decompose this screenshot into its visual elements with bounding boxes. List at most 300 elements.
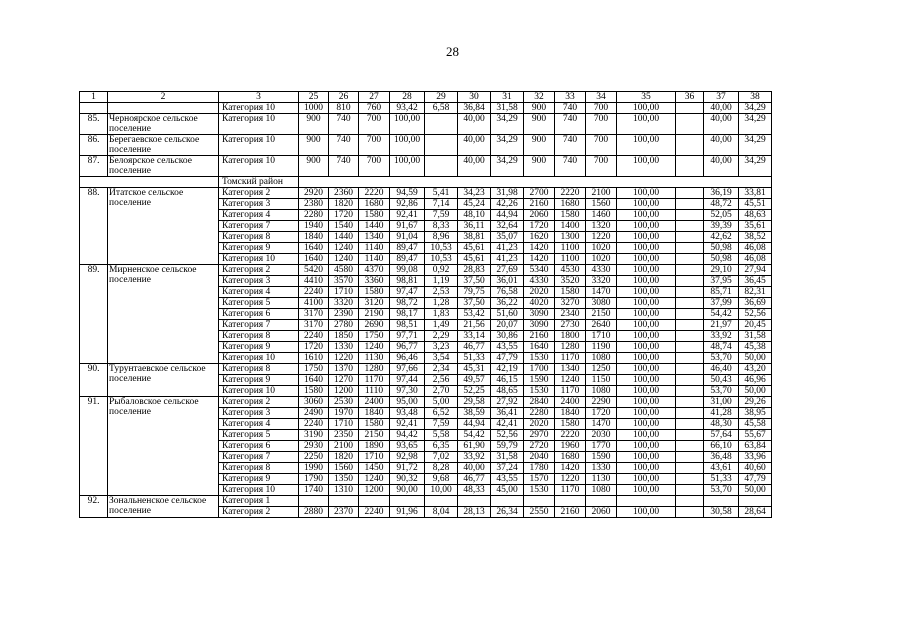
- value-cell: 1240: [329, 243, 359, 254]
- value-cell: 3190: [299, 430, 329, 441]
- value-cell: 1450: [359, 463, 390, 474]
- category-cell: Категория 7: [219, 320, 299, 331]
- value-cell: 52,05: [704, 210, 739, 221]
- value-cell: 51,33: [704, 474, 739, 485]
- value-cell: 1960: [555, 441, 586, 452]
- header-cell: 35: [617, 92, 676, 103]
- value-cell: 3060: [299, 397, 329, 408]
- value-cell: 2530: [329, 397, 359, 408]
- value-cell: 3090: [524, 309, 555, 320]
- value-cell: 3,23: [425, 342, 458, 353]
- value-cell: [676, 375, 704, 386]
- value-cell: 45,31: [458, 364, 491, 375]
- value-cell: 6,58: [425, 103, 458, 114]
- category-cell: Категория 1: [219, 496, 299, 507]
- value-cell: 1440: [359, 221, 390, 232]
- value-cell: 3360: [359, 276, 390, 287]
- value-cell: [676, 320, 704, 331]
- header-cell: 31: [491, 92, 524, 103]
- value-cell: 1420: [555, 463, 586, 474]
- value-cell: 2040: [524, 452, 555, 463]
- settlement-name: Белоярское сельское поселение: [108, 156, 219, 177]
- value-cell: 1470: [586, 287, 617, 298]
- value-cell: 1640: [299, 243, 329, 254]
- table-row: [80, 103, 772, 114]
- value-cell: 8,96: [425, 232, 458, 243]
- value-cell: 700: [359, 114, 390, 135]
- value-cell: 1460: [586, 210, 617, 221]
- value-cell: [676, 386, 704, 397]
- value-cell: 2160: [524, 331, 555, 342]
- value-cell: 1820: [329, 199, 359, 210]
- value-cell: 2970: [524, 430, 555, 441]
- value-cell: 51,60: [491, 309, 524, 320]
- value-cell: 3120: [359, 298, 390, 309]
- value-cell: 91,72: [390, 463, 425, 474]
- value-cell: 2,70: [425, 386, 458, 397]
- value-cell: 100,00: [617, 232, 676, 243]
- value-cell: 5,41: [425, 188, 458, 199]
- value-cell: 41,23: [491, 243, 524, 254]
- value-cell: 42,19: [491, 364, 524, 375]
- value-cell: 1400: [555, 221, 586, 232]
- settlement-number: 92.: [80, 496, 108, 518]
- value-cell: [676, 232, 704, 243]
- value-cell: 100,00: [617, 210, 676, 221]
- value-cell: 1840: [555, 408, 586, 419]
- value-cell: 89,47: [390, 254, 425, 265]
- value-cell: 50,00: [739, 485, 772, 496]
- value-cell: 96,46: [390, 353, 425, 364]
- value-cell: 66,10: [704, 441, 739, 452]
- value-cell: [390, 496, 425, 507]
- value-cell: 8,28: [425, 463, 458, 474]
- value-cell: 31,58: [491, 103, 524, 114]
- value-cell: 10,00: [425, 485, 458, 496]
- value-cell: 4410: [299, 276, 329, 287]
- category-cell: Категория 4: [219, 287, 299, 298]
- value-cell: 3570: [329, 276, 359, 287]
- value-cell: 96,77: [390, 342, 425, 353]
- value-cell: 1170: [555, 485, 586, 496]
- value-cell: 2490: [299, 408, 329, 419]
- value-cell: [739, 496, 772, 507]
- value-cell: 40,00: [458, 114, 491, 135]
- value-cell: 1,28: [425, 298, 458, 309]
- value-cell: 100,00: [617, 353, 676, 364]
- value-cell: 20,45: [739, 320, 772, 331]
- value-cell: 2700: [524, 188, 555, 199]
- value-cell: 1940: [299, 221, 329, 232]
- value-cell: 1440: [329, 232, 359, 243]
- value-cell: 27,92: [491, 397, 524, 408]
- value-cell: 100,00: [617, 386, 676, 397]
- table-body: [80, 92, 772, 518]
- value-cell: 1580: [555, 419, 586, 430]
- value-cell: [676, 199, 704, 210]
- value-cell: 1200: [359, 485, 390, 496]
- header-cell: 1: [80, 92, 108, 103]
- value-cell: 34,29: [739, 156, 772, 177]
- value-cell: 2640: [586, 320, 617, 331]
- value-cell: 3,54: [425, 353, 458, 364]
- value-cell: 34,29: [491, 156, 524, 177]
- value-cell: 900: [524, 103, 555, 114]
- value-cell: 100,00: [617, 474, 676, 485]
- value-cell: [676, 419, 704, 430]
- value-cell: 52,25: [458, 386, 491, 397]
- value-cell: 2220: [555, 188, 586, 199]
- district-row: [80, 177, 772, 188]
- value-cell: [676, 298, 704, 309]
- value-cell: [676, 507, 704, 518]
- value-cell: 2240: [359, 507, 390, 518]
- value-cell: [676, 254, 704, 265]
- value-cell: 2360: [329, 188, 359, 199]
- value-cell: 36,01: [491, 276, 524, 287]
- value-cell: 100,00: [617, 408, 676, 419]
- value-cell: 5340: [524, 265, 555, 276]
- value-cell: 55,67: [739, 430, 772, 441]
- value-cell: 27,69: [491, 265, 524, 276]
- value-cell: 37,50: [458, 298, 491, 309]
- value-cell: 53,70: [704, 485, 739, 496]
- value-cell: 51,33: [458, 353, 491, 364]
- value-cell: 95,00: [390, 397, 425, 408]
- value-cell: 30,86: [491, 331, 524, 342]
- header-cell: 25: [299, 92, 329, 103]
- table-row: [80, 114, 772, 135]
- value-cell: 97,47: [390, 287, 425, 298]
- category-cell: Категория 10: [219, 353, 299, 364]
- value-cell: 1770: [586, 441, 617, 452]
- value-cell: 98,17: [390, 309, 425, 320]
- value-cell: 53,42: [458, 309, 491, 320]
- value-cell: 740: [329, 135, 359, 156]
- value-cell: 1020: [586, 254, 617, 265]
- value-cell: 100,00: [617, 364, 676, 375]
- settlement-name: Берегаевское сельское поселение: [108, 135, 219, 156]
- value-cell: 100,00: [617, 441, 676, 452]
- value-cell: 900: [524, 135, 555, 156]
- value-cell: 89,47: [390, 243, 425, 254]
- value-cell: 46,08: [739, 254, 772, 265]
- value-cell: 27,94: [739, 265, 772, 276]
- value-cell: 52,56: [739, 309, 772, 320]
- value-cell: 1340: [359, 232, 390, 243]
- value-cell: 1,83: [425, 309, 458, 320]
- value-cell: 9,68: [425, 474, 458, 485]
- value-cell: 45,58: [739, 419, 772, 430]
- header-row: [80, 92, 772, 103]
- value-cell: 1720: [586, 408, 617, 419]
- value-cell: [329, 496, 359, 507]
- value-cell: 7,02: [425, 452, 458, 463]
- value-cell: 740: [329, 114, 359, 135]
- value-cell: 43,20: [739, 364, 772, 375]
- value-cell: 34,29: [739, 103, 772, 114]
- value-cell: 34,23: [458, 188, 491, 199]
- value-cell: 10,53: [425, 243, 458, 254]
- value-cell: 31,58: [739, 331, 772, 342]
- settlement-number: 89.: [80, 265, 108, 364]
- header-cell: 37: [704, 92, 739, 103]
- value-cell: 2,56: [425, 375, 458, 386]
- value-cell: 3080: [586, 298, 617, 309]
- value-cell: 38,81: [458, 232, 491, 243]
- table-row: [80, 156, 772, 177]
- value-cell: 47,79: [491, 353, 524, 364]
- value-cell: 37,24: [491, 463, 524, 474]
- category-cell: Категория 8: [219, 232, 299, 243]
- table-row: [80, 364, 772, 375]
- value-cell: 92,86: [390, 199, 425, 210]
- value-cell: 93,65: [390, 441, 425, 452]
- value-cell: [676, 452, 704, 463]
- value-cell: 91,04: [390, 232, 425, 243]
- value-cell: 30,58: [704, 507, 739, 518]
- value-cell: 100,00: [617, 254, 676, 265]
- value-cell: [676, 103, 704, 114]
- value-cell: 57,64: [704, 430, 739, 441]
- value-cell: 1970: [329, 408, 359, 419]
- category-cell: Категория 9: [219, 342, 299, 353]
- value-cell: 2240: [299, 287, 329, 298]
- value-cell: 98,81: [390, 276, 425, 287]
- value-cell: 1130: [586, 474, 617, 485]
- value-cell: 100,00: [617, 265, 676, 276]
- value-cell: 1590: [524, 375, 555, 386]
- header-cell: 38: [739, 92, 772, 103]
- value-cell: 1270: [329, 375, 359, 386]
- value-cell: 37,99: [704, 298, 739, 309]
- value-cell: 42,62: [704, 232, 739, 243]
- value-cell: 36,41: [491, 408, 524, 419]
- category-cell: Категория 10: [219, 114, 299, 135]
- value-cell: 4020: [524, 298, 555, 309]
- value-cell: 700: [359, 156, 390, 177]
- value-cell: [676, 276, 704, 287]
- value-cell: 85,71: [704, 287, 739, 298]
- value-cell: 98,72: [390, 298, 425, 309]
- value-cell: 100,00: [617, 452, 676, 463]
- value-cell: 1710: [586, 331, 617, 342]
- value-cell: 79,75: [458, 287, 491, 298]
- value-cell: 48,30: [704, 419, 739, 430]
- value-cell: 1580: [359, 210, 390, 221]
- value-cell: 40,00: [704, 135, 739, 156]
- value-cell: 97,30: [390, 386, 425, 397]
- value-cell: 28,13: [458, 507, 491, 518]
- value-cell: [425, 156, 458, 177]
- value-cell: 3520: [555, 276, 586, 287]
- settlement-number: 91.: [80, 397, 108, 496]
- value-cell: 2150: [586, 309, 617, 320]
- value-cell: 1580: [359, 419, 390, 430]
- value-cell: 0,92: [425, 265, 458, 276]
- value-cell: 1530: [524, 485, 555, 496]
- value-cell: 1330: [329, 342, 359, 353]
- value-cell: [676, 353, 704, 364]
- value-cell: 1080: [586, 353, 617, 364]
- value-cell: 43,55: [491, 474, 524, 485]
- value-cell: 1850: [329, 331, 359, 342]
- settlement-name: Черноярское сельское поселение: [108, 114, 219, 135]
- value-cell: 2690: [359, 320, 390, 331]
- value-cell: 8,04: [425, 507, 458, 518]
- value-cell: 1540: [329, 221, 359, 232]
- value-cell: 1610: [299, 353, 329, 364]
- value-cell: [676, 441, 704, 452]
- value-cell: 1370: [329, 364, 359, 375]
- value-cell: [676, 156, 704, 177]
- value-cell: 700: [586, 135, 617, 156]
- value-cell: 2350: [329, 430, 359, 441]
- category-cell: Категория 8: [219, 331, 299, 342]
- value-cell: 46,96: [739, 375, 772, 386]
- value-cell: 900: [299, 114, 329, 135]
- value-cell: 42,26: [491, 199, 524, 210]
- value-cell: [676, 342, 704, 353]
- table-row: [80, 496, 772, 507]
- category-cell: Категория 10: [219, 103, 299, 114]
- value-cell: 1150: [586, 375, 617, 386]
- value-cell: 97,71: [390, 331, 425, 342]
- value-cell: 1680: [555, 452, 586, 463]
- value-cell: 32,64: [491, 221, 524, 232]
- value-cell: 33,92: [458, 452, 491, 463]
- value-cell: 2240: [299, 331, 329, 342]
- value-cell: 46,77: [458, 474, 491, 485]
- value-cell: 94,42: [390, 430, 425, 441]
- value-cell: 100,00: [617, 156, 676, 177]
- value-cell: 48,74: [704, 342, 739, 353]
- value-cell: 52,56: [491, 430, 524, 441]
- value-cell: 3170: [299, 309, 329, 320]
- header-cell: 2: [108, 92, 219, 103]
- value-cell: 1170: [555, 386, 586, 397]
- value-cell: 2720: [524, 441, 555, 452]
- value-cell: 2880: [299, 507, 329, 518]
- value-cell: 700: [586, 114, 617, 135]
- value-cell: 100,00: [617, 276, 676, 287]
- value-cell: 50,00: [739, 386, 772, 397]
- category-cell: Категория 9: [219, 243, 299, 254]
- category-cell: Категория 3: [219, 276, 299, 287]
- value-cell: 100,00: [617, 309, 676, 320]
- category-cell: Категория 2: [219, 397, 299, 408]
- value-cell: 1300: [555, 232, 586, 243]
- value-cell: 91,96: [390, 507, 425, 518]
- value-cell: 94,59: [390, 188, 425, 199]
- value-cell: [676, 474, 704, 485]
- value-cell: 45,51: [739, 199, 772, 210]
- value-cell: 91,67: [390, 221, 425, 232]
- value-cell: [704, 496, 739, 507]
- value-cell: 100,00: [617, 221, 676, 232]
- value-cell: 98,51: [390, 320, 425, 331]
- value-cell: 100,00: [617, 507, 676, 518]
- value-cell: 1680: [359, 199, 390, 210]
- value-cell: 45,38: [739, 342, 772, 353]
- category-cell: Категория 6: [219, 309, 299, 320]
- value-cell: 760: [359, 103, 390, 114]
- value-cell: 100,00: [617, 419, 676, 430]
- header-cell: 32: [524, 92, 555, 103]
- settlement-number: 90.: [80, 364, 108, 397]
- value-cell: 4530: [555, 265, 586, 276]
- value-cell: 1580: [299, 386, 329, 397]
- value-cell: 36,45: [739, 276, 772, 287]
- value-cell: 1330: [586, 463, 617, 474]
- value-cell: 1700: [524, 364, 555, 375]
- value-cell: 43,61: [704, 463, 739, 474]
- category-cell: Категория 8: [219, 364, 299, 375]
- value-cell: 1640: [524, 342, 555, 353]
- value-cell: 42,41: [491, 419, 524, 430]
- value-cell: 100,00: [617, 199, 676, 210]
- value-cell: 1780: [524, 463, 555, 474]
- value-cell: 44,94: [491, 210, 524, 221]
- value-cell: 100,00: [617, 463, 676, 474]
- category-cell: Категория 3: [219, 199, 299, 210]
- category-cell: Категория 10: [219, 386, 299, 397]
- value-cell: 2400: [359, 397, 390, 408]
- value-cell: 2100: [586, 188, 617, 199]
- value-cell: 1570: [524, 474, 555, 485]
- category-cell: Категория 4: [219, 419, 299, 430]
- value-cell: 4100: [299, 298, 329, 309]
- value-cell: 2340: [555, 309, 586, 320]
- value-cell: 740: [555, 156, 586, 177]
- value-cell: 43,55: [491, 342, 524, 353]
- value-cell: 50,43: [704, 375, 739, 386]
- value-cell: 1220: [555, 474, 586, 485]
- value-cell: 35,07: [491, 232, 524, 243]
- value-cell: 2930: [299, 441, 329, 452]
- value-cell: 1720: [329, 210, 359, 221]
- value-cell: 4580: [329, 265, 359, 276]
- value-cell: 36,69: [739, 298, 772, 309]
- category-cell: Категория 9: [219, 474, 299, 485]
- value-cell: 90,32: [390, 474, 425, 485]
- value-cell: 2160: [555, 507, 586, 518]
- value-cell: 40,00: [704, 114, 739, 135]
- value-cell: 2,34: [425, 364, 458, 375]
- value-cell: 3170: [299, 320, 329, 331]
- value-cell: 40,60: [739, 463, 772, 474]
- settlement-name: Мирненское сельское поселение: [108, 265, 219, 364]
- district-name: Томский район: [219, 177, 299, 188]
- value-cell: 1000: [299, 103, 329, 114]
- value-cell: 50,98: [704, 243, 739, 254]
- value-cell: 1240: [359, 342, 390, 353]
- value-cell: 45,24: [458, 199, 491, 210]
- value-cell: 900: [299, 156, 329, 177]
- value-cell: 45,61: [458, 243, 491, 254]
- value-cell: 1320: [586, 221, 617, 232]
- value-cell: 36,48: [704, 452, 739, 463]
- value-cell: 1710: [359, 452, 390, 463]
- value-cell: [676, 463, 704, 474]
- table-row: [80, 397, 772, 408]
- value-cell: [555, 496, 586, 507]
- value-cell: 35,61: [739, 221, 772, 232]
- value-cell: 1220: [329, 353, 359, 364]
- settlement-number: [80, 103, 108, 114]
- value-cell: 1170: [555, 353, 586, 364]
- category-cell: Категория 4: [219, 210, 299, 221]
